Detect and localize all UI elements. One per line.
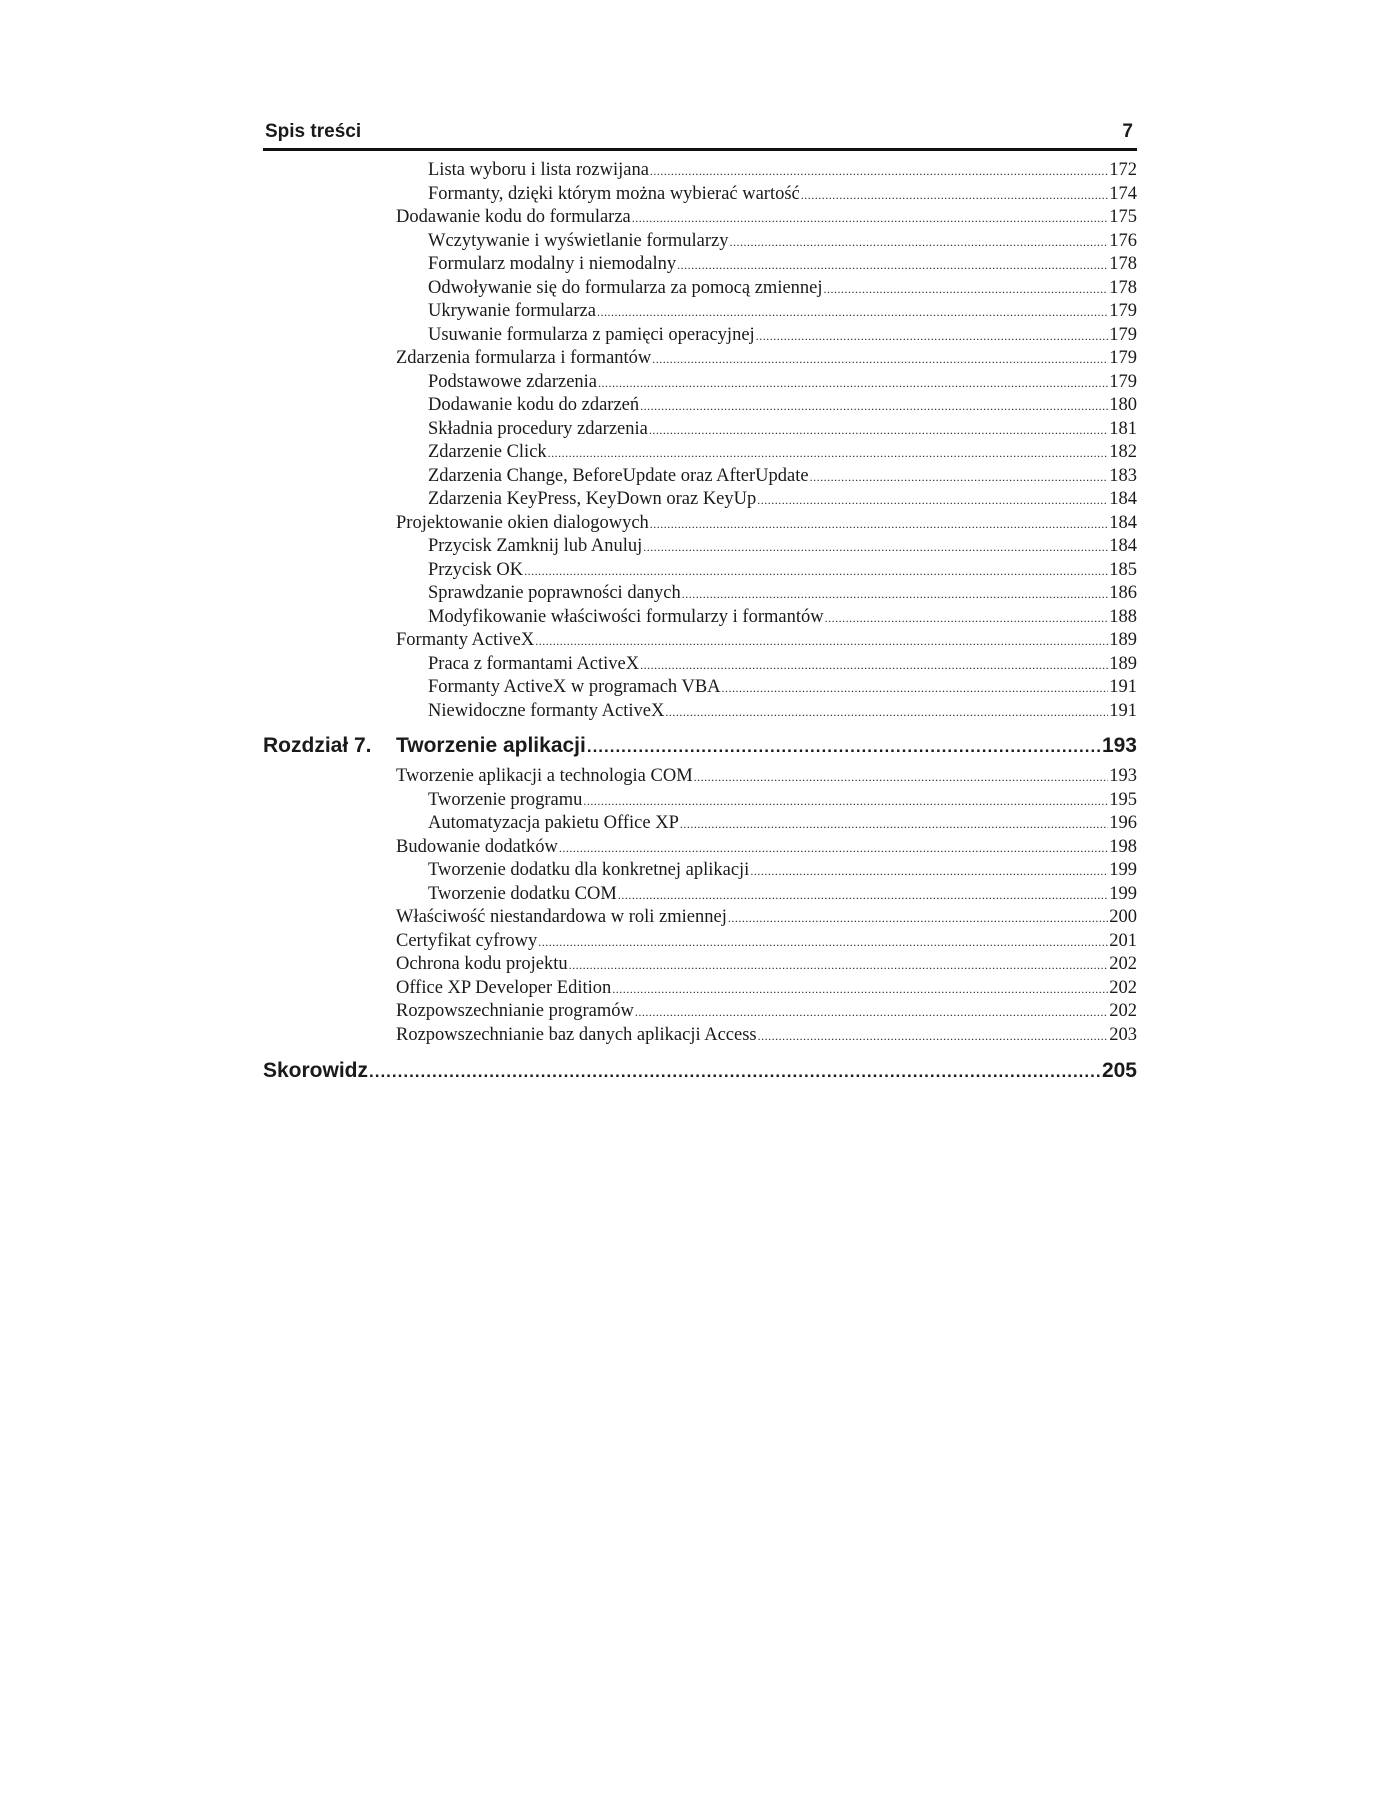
- leader-dots: [650, 164, 1108, 179]
- toc-entry-title: Tworzenie dodatku dla konkretnej aplikacji: [428, 860, 750, 880]
- toc-entry-title: Przycisk Zamknij lub Anuluj: [428, 536, 643, 556]
- toc-entry-page: 199: [1109, 860, 1137, 880]
- leader-dots: [548, 446, 1109, 461]
- leader-dots: [649, 423, 1108, 438]
- toc-entry-title: Budowanie dodatków: [396, 836, 558, 857]
- leader-dots: [538, 935, 1108, 950]
- toc-entry-page: 189: [1109, 653, 1137, 674]
- leader-dots: [559, 841, 1108, 856]
- toc-entry-title: Automatyzacja pakietu Office XP: [428, 813, 679, 833]
- leader-dots: [597, 305, 1108, 320]
- leader-dots: [665, 705, 1108, 720]
- leader-dots: [810, 470, 1109, 485]
- leader-dots: [587, 737, 1101, 757]
- leader-dots: [632, 211, 1108, 226]
- index-heading: [263, 1059, 1137, 1087]
- toc-entry-title: Formanty ActiveX: [396, 630, 535, 650]
- index-title: Skorowidz: [263, 1059, 369, 1082]
- toc-entry: [428, 884, 1137, 907]
- chapter-heading: [263, 734, 1137, 762]
- toc-entry: [396, 837, 1137, 860]
- toc-entry: [396, 766, 1137, 789]
- toc-entry: [428, 325, 1137, 348]
- toc-entry-page: 178: [1109, 277, 1137, 298]
- toc-entry-title: Rozpowszechnianie baz danych aplikacji Access: [396, 1024, 757, 1045]
- toc-entry-page: 176: [1109, 230, 1137, 251]
- toc-entry-page: 172: [1109, 160, 1137, 180]
- toc-entry-title: Zdarzenie Click: [428, 442, 547, 462]
- toc-entry-page: 186: [1109, 583, 1137, 603]
- toc-entry-page: 185: [1109, 559, 1137, 580]
- toc-entry-title: Dodawanie kodu do zdarzeń: [428, 395, 640, 415]
- leader-dots: [652, 352, 1108, 367]
- leader-dots: [694, 770, 1109, 785]
- toc-entry-page: 191: [1109, 677, 1137, 697]
- toc-entry: [428, 560, 1137, 583]
- leader-dots: [640, 658, 1108, 673]
- leader-dots: [618, 888, 1108, 903]
- toc-entry-page: 179: [1109, 371, 1137, 392]
- toc-entry-page: 174: [1109, 183, 1137, 204]
- toc-entry-page: 202: [1109, 1001, 1137, 1021]
- toc-entry-title: Dodawanie kodu do formularza: [396, 207, 631, 227]
- toc-entry: [396, 207, 1137, 230]
- toc-entry-page: 175: [1109, 207, 1137, 227]
- toc-entry-page: 191: [1109, 700, 1137, 721]
- toc-entry-page: 193: [1109, 766, 1137, 786]
- leader-dots: [583, 794, 1108, 809]
- leader-dots: [824, 282, 1109, 297]
- toc-entry-page: 199: [1109, 883, 1137, 904]
- toc-entry-title: Sprawdzanie poprawności danych: [428, 583, 681, 603]
- toc-entry-page: 183: [1109, 465, 1137, 486]
- leader-dots: [722, 681, 1109, 696]
- leader-dots: [635, 1005, 1108, 1020]
- leader-dots: [730, 235, 1109, 250]
- leader-dots: [756, 329, 1109, 344]
- leader-dots: [801, 188, 1108, 203]
- toc-entry: [428, 372, 1137, 395]
- toc-entry-page: 180: [1109, 395, 1137, 415]
- leader-dots: [750, 864, 1108, 879]
- toc-entry-title: Wczytywanie i wyświetlanie formularzy: [428, 230, 729, 251]
- toc-entry-title: Składnia procedury zdarzenia: [428, 418, 648, 439]
- toc-entry: [428, 607, 1137, 630]
- toc-entry-title: Certyfikat cyfrowy: [396, 930, 538, 951]
- toc-entry: [396, 1001, 1137, 1024]
- toc-entry: [428, 254, 1137, 277]
- toc-entry-title: Ukrywanie formularza: [428, 301, 596, 321]
- toc-entry-title: Tworzenie programu: [428, 789, 583, 810]
- toc-entry: [396, 630, 1137, 653]
- toc-entry-page: 201: [1109, 930, 1137, 951]
- toc-entry: [428, 278, 1137, 301]
- leader-dots: [682, 587, 1109, 602]
- toc-entry-title: Formanty ActiveX w programach VBA: [428, 677, 721, 697]
- toc-entry: [396, 1025, 1137, 1048]
- leader-dots: [650, 517, 1108, 532]
- chapter-title: Tworzenie aplikacji: [396, 734, 586, 757]
- leader-dots: [758, 1029, 1109, 1044]
- toc-entry: [428, 677, 1137, 700]
- leader-dots: [825, 611, 1109, 626]
- toc-entry-page: 200: [1109, 907, 1137, 927]
- toc-entry: [428, 813, 1137, 836]
- toc-entry: [396, 907, 1137, 930]
- toc-entry-title: Podstawowe zdarzenia: [428, 371, 598, 392]
- chapter-label: Rozdział 7.: [263, 734, 372, 757]
- leader-dots: [524, 564, 1108, 579]
- toc-entry-page: 196: [1109, 813, 1137, 833]
- toc-entry: [428, 536, 1137, 559]
- toc-entry: [396, 978, 1137, 1001]
- toc-entry-title: Formanty, dzięki którym można wybierać wartość: [428, 183, 800, 204]
- toc-entry-title: Zdarzenia formularza i formantów: [396, 348, 652, 368]
- toc-entry-page: 202: [1109, 954, 1137, 974]
- toc-entry-title: Praca z formantami ActiveX: [428, 653, 640, 674]
- toc-entry-title: Zdarzenia Change, BeforeUpdate oraz AfterUpdate: [428, 465, 809, 486]
- index-page: 205: [1101, 1059, 1137, 1082]
- leader-dots: [680, 817, 1108, 832]
- toc-entry: [428, 301, 1137, 324]
- toc-entry: [428, 583, 1137, 606]
- page-number: 7: [1122, 121, 1133, 142]
- toc-entry: [428, 860, 1137, 883]
- toc-entry-title: Zdarzenia KeyPress, KeyDown oraz KeyUp: [428, 489, 757, 509]
- leader-dots: [612, 982, 1108, 997]
- chapter-page: 193: [1101, 734, 1137, 757]
- toc-entry-title: Modyfikowanie właściwości formularzy i formantów: [428, 606, 824, 627]
- toc-entry-title: Projektowanie okien dialogowych: [396, 512, 649, 533]
- toc-entry: [428, 701, 1137, 724]
- toc-entry-title: Tworzenie dodatku COM: [428, 883, 617, 904]
- toc-entry-page: 195: [1109, 789, 1137, 810]
- toc-entry: [428, 790, 1137, 813]
- leader-dots: [569, 958, 1109, 973]
- toc-entry-page: 184: [1109, 489, 1137, 509]
- toc-entry: [428, 231, 1137, 254]
- toc-entry-title: Formularz modalny i niemodalny: [428, 254, 677, 274]
- toc-entry: [428, 654, 1137, 677]
- leader-dots: [640, 399, 1108, 414]
- toc-entry-page: 203: [1109, 1024, 1137, 1045]
- toc-entry-title: Office XP Developer Edition: [396, 977, 612, 998]
- toc-entry-page: 182: [1109, 442, 1137, 462]
- toc-entry-page: 184: [1109, 512, 1137, 533]
- toc-entry-page: 179: [1109, 324, 1137, 345]
- toc-entry-title: Tworzenie aplikacji a technologia COM: [396, 766, 693, 786]
- toc-entry: [396, 513, 1137, 536]
- toc-entry-page: 188: [1109, 606, 1137, 627]
- leader-dots: [677, 258, 1108, 273]
- toc-entry-title: Właściwość niestandardowa w roli zmiennej: [396, 907, 727, 927]
- toc-entry: [428, 184, 1137, 207]
- toc-entry-title: Usuwanie formularza z pamięci operacyjnej: [428, 324, 755, 345]
- leader-dots: [535, 634, 1108, 649]
- toc-entry: [396, 931, 1137, 954]
- toc-entry: [396, 954, 1137, 977]
- toc-entry-page: 184: [1109, 536, 1137, 556]
- toc-entry: [428, 466, 1137, 489]
- toc-entry: [428, 160, 1137, 183]
- toc-entry-title: Ochrona kodu projektu: [396, 954, 568, 974]
- toc-entry-page: 198: [1109, 836, 1137, 857]
- toc-entry-page: 178: [1109, 254, 1137, 274]
- toc-entry: [428, 442, 1137, 465]
- toc-entry: [428, 419, 1137, 442]
- leader-dots: [643, 540, 1108, 555]
- toc-entry-page: 181: [1109, 418, 1137, 439]
- leader-dots: [598, 376, 1108, 391]
- leader-dots: [728, 911, 1108, 926]
- toc-entry-page: 189: [1109, 630, 1137, 650]
- toc-entry-page: 179: [1109, 348, 1137, 368]
- toc-entry-title: Lista wyboru i lista rozwijana: [428, 160, 649, 180]
- page-header: [263, 118, 1137, 151]
- toc-entry: [428, 489, 1137, 512]
- leader-dots: [369, 1062, 1101, 1082]
- running-title: Spis treści: [265, 121, 362, 142]
- toc-entry: [396, 348, 1137, 371]
- toc-entry-title: Niewidoczne formanty ActiveX: [428, 700, 665, 721]
- toc-entry-title: Rozpowszechnianie programów: [396, 1001, 634, 1021]
- leader-dots: [757, 493, 1108, 508]
- toc-entry-page: 179: [1109, 301, 1137, 321]
- toc-entry-title: Przycisk OK: [428, 559, 524, 580]
- toc-entry-title: Odwoływanie się do formularza za pomocą zmiennej: [428, 277, 823, 298]
- toc-entry-page: 202: [1109, 977, 1137, 998]
- toc-entry: [428, 395, 1137, 418]
